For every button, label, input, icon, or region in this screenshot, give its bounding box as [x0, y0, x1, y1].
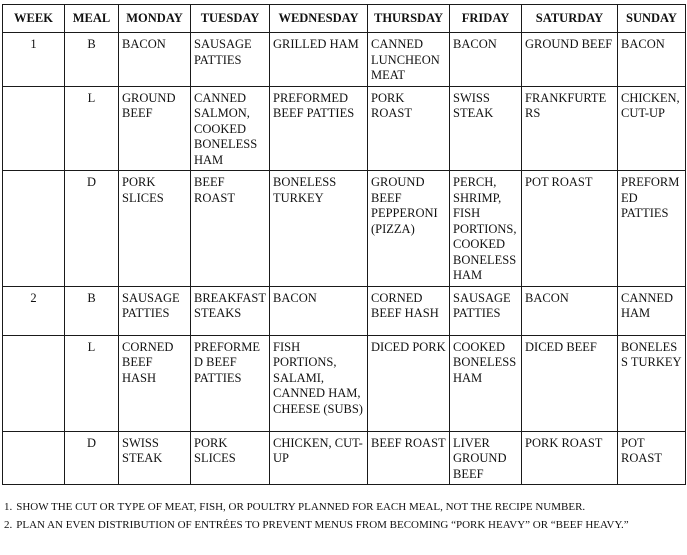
- menu-cell-friday: BACON: [450, 33, 522, 87]
- week-cell: [3, 171, 65, 287]
- column-header-meal: MEAL: [65, 5, 119, 33]
- column-header-monday: MONDAY: [119, 5, 191, 33]
- menu-cell-monday: BACON: [119, 33, 191, 87]
- footnote-number: 2.: [4, 519, 13, 531]
- meal-cell: L: [65, 86, 119, 171]
- footnotes: [4, 500, 683, 536]
- menu-cell-saturday: PORK ROAST: [522, 431, 618, 485]
- footnote-2: [4, 518, 683, 532]
- meal-cell: B: [65, 286, 119, 335]
- menu-cell-thursday: DICED PORK: [368, 335, 450, 431]
- menu-cell-wednesday: BACON: [270, 286, 368, 335]
- menu-cell-friday: PERCH, SHRIMP, FISH PORTIONS, COOKED BONELESS HAM: [450, 171, 522, 287]
- column-header-wednesday: WEDNESDAY: [270, 5, 368, 33]
- menu-cell-tuesday: SAUSAGE PATTIES: [191, 33, 270, 87]
- menu-cell-monday: PORK SLICES: [119, 171, 191, 287]
- menu-plan-table: [2, 4, 686, 485]
- menu-cell-thursday: GROUND BEEF PEPPERONI (PIZZA): [368, 171, 450, 287]
- week-cell: 2: [3, 286, 65, 335]
- menu-cell-monday: SWISS STEAK: [119, 431, 191, 485]
- menu-cell-thursday: PORK ROAST: [368, 86, 450, 171]
- footnote-1: [4, 500, 683, 514]
- menu-cell-tuesday: CANNED SALMON, COOKED BONELESS HAM: [191, 86, 270, 171]
- menu-cell-sunday: BONELESS TURKEY: [618, 335, 686, 431]
- menu-cell-wednesday: CHICKEN, CUT-UP: [270, 431, 368, 485]
- week-cell: [3, 431, 65, 485]
- menu-cell-saturday: POT ROAST: [522, 171, 618, 287]
- menu-cell-sunday: CHICKEN, CUT-UP: [618, 86, 686, 171]
- meal-cell: L: [65, 335, 119, 431]
- meal-cell: D: [65, 431, 119, 485]
- table-row: [3, 335, 686, 431]
- menu-cell-tuesday: BEEF ROAST: [191, 171, 270, 287]
- menu-cell-wednesday: FISH PORTIONS, SALAMI, CANNED HAM, CHEESE (SUBS): [270, 335, 368, 431]
- menu-cell-tuesday: BREAKFAST STEAKS: [191, 286, 270, 335]
- menu-cell-thursday: CANNED LUNCHEON MEAT: [368, 33, 450, 87]
- menu-cell-wednesday: BONELESS TURKEY: [270, 171, 368, 287]
- table-row: [3, 33, 686, 87]
- column-header-tuesday: TUESDAY: [191, 5, 270, 33]
- column-header-saturday: SATURDAY: [522, 5, 618, 33]
- menu-cell-sunday: BACON: [618, 33, 686, 87]
- menu-cell-saturday: GROUND BEEF: [522, 33, 618, 87]
- table-body: [3, 33, 686, 485]
- menu-cell-tuesday: PREFORMED BEEF PATTIES: [191, 335, 270, 431]
- column-header-week: WEEK: [3, 5, 65, 33]
- table-row: [3, 286, 686, 335]
- menu-cell-sunday: CANNED HAM: [618, 286, 686, 335]
- menu-cell-thursday: BEEF ROAST: [368, 431, 450, 485]
- menu-cell-sunday: PREFORMED PATTIES: [618, 171, 686, 287]
- table-row: [3, 431, 686, 485]
- footnote-text: SHOW THE CUT OR TYPE OF MEAT, FISH, OR POULTRY PLANNED FOR EACH MEAL, NOT THE RECIPE NUMBER.: [16, 501, 586, 513]
- menu-cell-sunday: POT ROAST: [618, 431, 686, 485]
- menu-cell-friday: LIVER GROUND BEEF: [450, 431, 522, 485]
- week-cell: [3, 86, 65, 171]
- table-row: [3, 86, 686, 171]
- column-header-friday: FRIDAY: [450, 5, 522, 33]
- meal-cell: D: [65, 171, 119, 287]
- menu-cell-friday: SWISS STEAK: [450, 86, 522, 171]
- menu-cell-wednesday: GRILLED HAM: [270, 33, 368, 87]
- header-row: [3, 5, 686, 33]
- footnote-number: 1.: [4, 501, 13, 513]
- week-cell: [3, 335, 65, 431]
- menu-cell-monday: SAUSAGE PATTIES: [119, 286, 191, 335]
- menu-cell-saturday: BACON: [522, 286, 618, 335]
- menu-cell-wednesday: PREFORMED BEEF PATTIES: [270, 86, 368, 171]
- footnote-text: PLAN AN EVEN DISTRIBUTION OF ENTRÉES TO PREVENT MENUS FROM BECOMING “PORK HEAVY” OR “BEEF HEAVY.”: [16, 519, 629, 531]
- menu-cell-saturday: DICED BEEF: [522, 335, 618, 431]
- meal-cell: B: [65, 33, 119, 87]
- menu-cell-thursday: CORNED BEEF HASH: [368, 286, 450, 335]
- menu-cell-monday: GROUND BEEF: [119, 86, 191, 171]
- menu-cell-friday: SAUSAGE PATTIES: [450, 286, 522, 335]
- menu-cell-monday: CORNED BEEF HASH: [119, 335, 191, 431]
- column-header-sunday: SUNDAY: [618, 5, 686, 33]
- week-cell: 1: [3, 33, 65, 87]
- menu-cell-friday: COOKED BONELESS HAM: [450, 335, 522, 431]
- table-row: [3, 171, 686, 287]
- column-header-thursday: THURSDAY: [368, 5, 450, 33]
- menu-cell-saturday: FRANKFURTERS: [522, 86, 618, 171]
- menu-cell-tuesday: PORK SLICES: [191, 431, 270, 485]
